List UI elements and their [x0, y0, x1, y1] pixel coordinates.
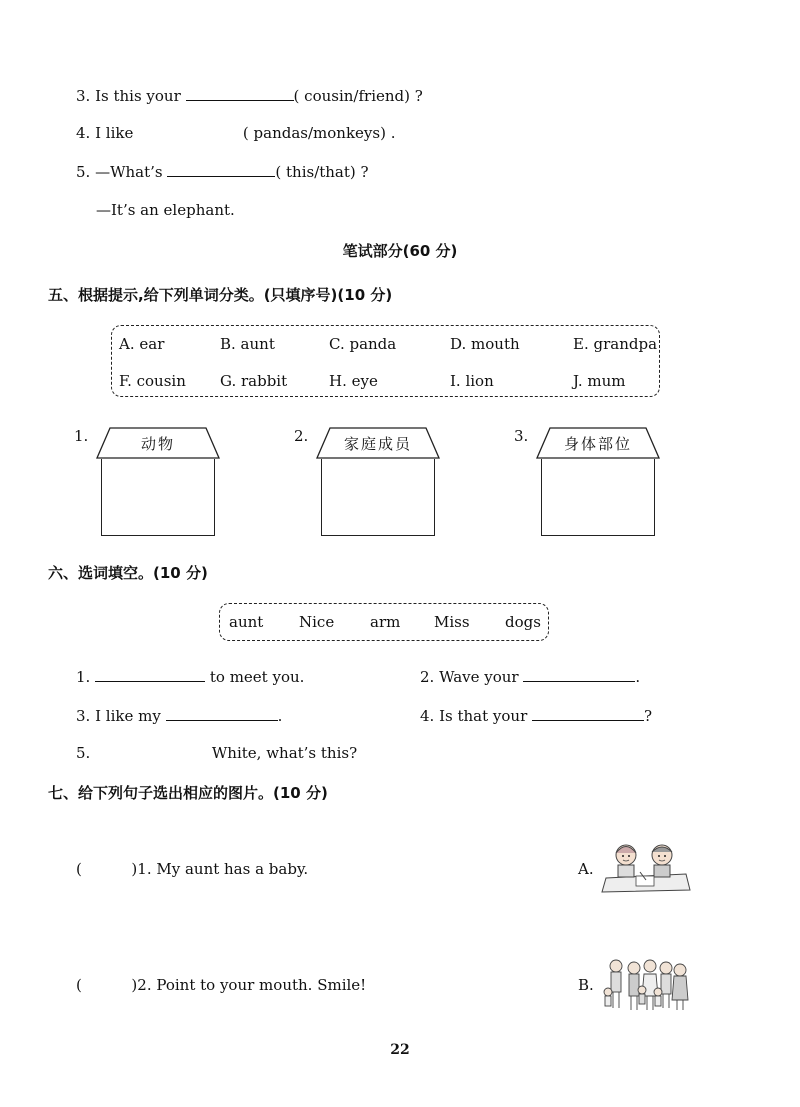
s6-q2-blank[interactable]: [523, 667, 635, 682]
s6-q4-blank[interactable]: [532, 706, 644, 721]
q3-blank[interactable]: [186, 86, 294, 101]
word-item: C. panda: [329, 335, 397, 353]
house-answer-area[interactable]: [321, 459, 435, 536]
q-punct: ?: [644, 707, 653, 725]
paren-open: (: [76, 860, 82, 878]
house-number: 3.: [514, 427, 529, 445]
q-punct: .: [635, 668, 641, 686]
s6-q5: [76, 744, 357, 762]
listen-q5: [76, 162, 369, 181]
word-item: dogs: [505, 613, 541, 631]
word-item: D. mouth: [450, 335, 520, 353]
word-item: aunt: [229, 613, 264, 631]
listen-q4: [76, 124, 395, 142]
q3-text: 3. Is this your: [76, 87, 181, 105]
word-item: Nice: [299, 613, 335, 631]
paren-close: ): [131, 860, 138, 878]
house-label: 动物: [140, 435, 175, 453]
q-text: 3. I like my: [76, 707, 161, 725]
q-number: 1.: [76, 668, 91, 686]
word-item: G. rabbit: [220, 372, 288, 390]
house-answer-area[interactable]: [101, 459, 215, 536]
q4-text: 4. I like: [76, 124, 134, 142]
q-text: to meet you.: [209, 668, 305, 686]
word-item: I. lion: [450, 372, 494, 390]
house-number: 1.: [74, 427, 89, 445]
picture-family-group: [600, 956, 692, 1016]
s6-q1: [76, 667, 304, 686]
word-item: F. cousin: [119, 372, 186, 390]
word-item: Miss: [434, 613, 470, 631]
s7-item-1: [76, 860, 308, 878]
word-item: B. aunt: [220, 335, 275, 353]
s6-q1-blank[interactable]: [95, 667, 205, 682]
q-text: White, what’s this?: [211, 744, 358, 762]
section6-title: 六、选词填空。(10 分): [48, 564, 208, 582]
q-text: 2. Wave your: [420, 668, 519, 686]
paren-open: (: [76, 976, 82, 994]
written-section-title: 笔试部分(60 分): [342, 242, 458, 260]
q5-blank[interactable]: [167, 162, 275, 177]
picture-kids-drawing: [600, 838, 692, 894]
listen-q3: [76, 86, 423, 105]
s7-sentence: 2. Point to your mouth. Smile!: [137, 976, 367, 994]
word-item: H. eye: [329, 372, 378, 390]
s6-q2: [420, 667, 640, 686]
s6-q4: [420, 706, 652, 725]
word-box-6: [219, 603, 549, 641]
option-b-label: B.: [578, 976, 594, 994]
q-punct: .: [277, 707, 283, 725]
house-answer-area[interactable]: [541, 459, 655, 536]
page-number: 22: [390, 1042, 410, 1058]
word-item: A. ear: [119, 335, 165, 353]
word-box-5: [111, 325, 660, 397]
listen-q5-answer: —It’s an elephant.: [96, 201, 235, 219]
house-number: 2.: [294, 427, 309, 445]
s6-q3: [76, 706, 282, 725]
house-label: 家庭成员: [343, 435, 412, 453]
section7-title: 七、给下列句子选出相应的图片。(10 分): [48, 784, 328, 802]
word-item: J. mum: [573, 372, 626, 390]
q5-options: ( this/that) ?: [275, 163, 369, 181]
s6-q3-blank[interactable]: [166, 706, 278, 721]
s7-sentence: 1. My aunt has a baby.: [137, 860, 309, 878]
word-item: arm: [370, 613, 401, 631]
option-a-label: A.: [578, 860, 594, 878]
q-text: 4. Is that your: [420, 707, 528, 725]
section5-title: 五、根据提示,给下列单词分类。(只填序号)(10 分): [48, 286, 393, 304]
word-item: E. grandpa: [573, 335, 658, 353]
q-number: 5.: [76, 744, 91, 762]
paren-close: ): [131, 976, 138, 994]
q5-text: 5. —What’s: [76, 163, 163, 181]
s7-item-2: [76, 976, 366, 994]
q3-options: ( cousin/friend) ?: [293, 87, 423, 105]
q4-options: ( pandas/monkeys) .: [242, 124, 396, 142]
house-label: 身体部位: [563, 435, 632, 453]
